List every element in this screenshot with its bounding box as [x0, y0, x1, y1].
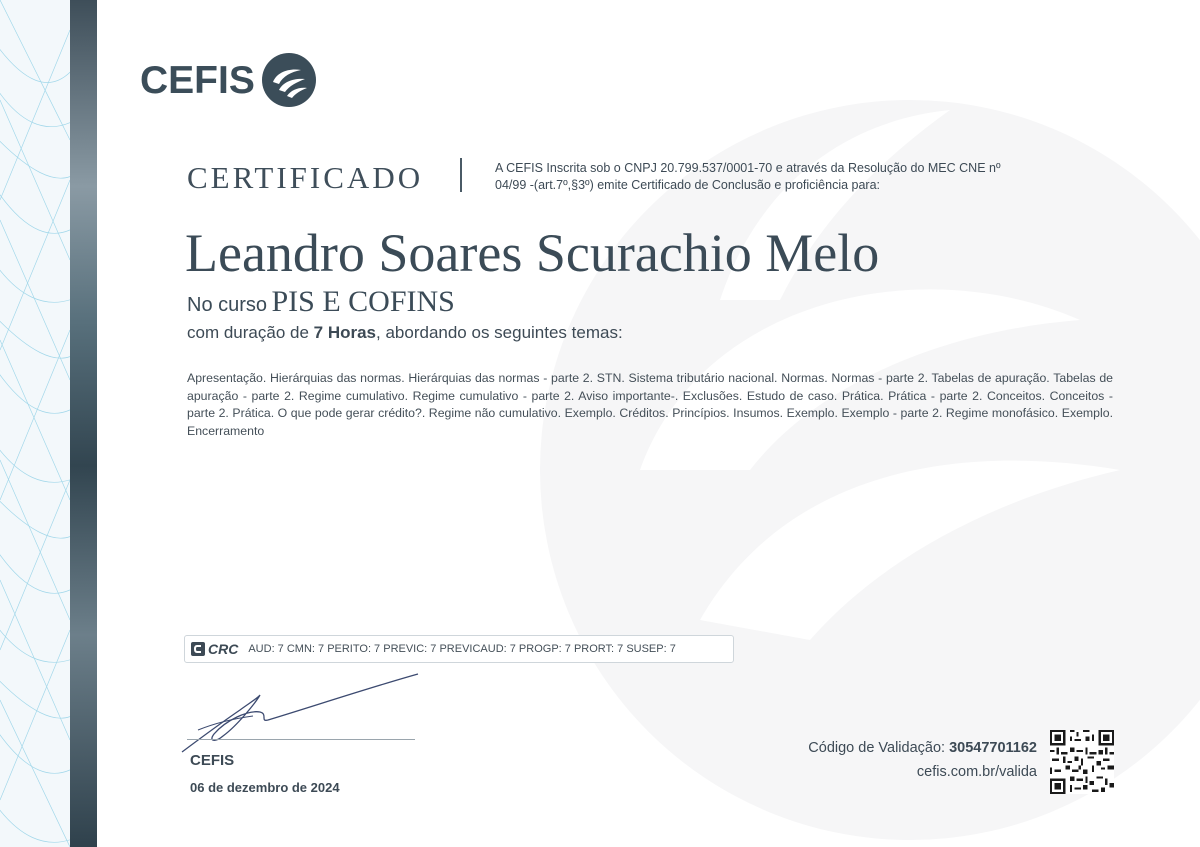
certificate-title: CERTIFICADO: [187, 160, 424, 195]
validation-label: Código de Validação:: [808, 740, 946, 756]
course-duration: 7 Horas: [313, 323, 377, 342]
signature-line: [187, 739, 415, 740]
validation-url[interactable]: cefis.com.br/valida: [916, 764, 1037, 780]
decorative-band: [70, 0, 97, 847]
course-prefix: No curso: [187, 294, 268, 316]
crc-points: AUD: 7 CMN: 7 PERITO: 7 PREVIC: 7 PREVICAUD: 7 PROGP: 7 PRORT: 7 SUSEP: 7: [248, 643, 676, 655]
validation-code: 30547701162: [949, 740, 1037, 756]
crc-logo-icon: [191, 642, 205, 656]
recipient-name: Leandro Soares Scurachio Melo: [185, 223, 880, 283]
validation-block: [808, 740, 1037, 780]
handwritten-signature: [178, 670, 423, 755]
duration-line: [187, 323, 623, 343]
decorative-pattern: [0, 0, 70, 847]
title-divider: [460, 158, 462, 192]
issue-date: 06 de dezembro de 2024: [190, 780, 340, 795]
course-name: PIS E COFINS: [271, 285, 455, 318]
course-line: [187, 285, 455, 319]
signer-name: CEFIS: [190, 752, 235, 769]
cefis-logo: [140, 52, 317, 108]
duration-prefix: com duração de: [187, 323, 309, 342]
qr-code-icon[interactable]: [1050, 730, 1114, 794]
logo-text: CEFIS: [140, 58, 255, 102]
crc-logo-text: CRC: [208, 641, 239, 657]
duration-suffix: , abordando os seguintes temas:: [376, 323, 623, 342]
crc-logo: [191, 641, 238, 657]
crc-points-box: [184, 635, 734, 663]
course-topics: Apresentação. Hierárquias das normas. Hierárquias das normas - parte 2. STN. Sistema tributário nacional. Normas. Normas - parte 2. Tabelas de apuração. Tabelas de apuração - parte 2. Regime cumulativo. Regime cumulativo - parte 2. Aviso importante-. Exclusões. Estudo de caso. Prática. Prática - parte 2. Conceitos. Conceitos - parte 2. Prática. O que pode gerar crédito?. Regime não cumulativo. Exemplo. Créditos. Princípios. Insumos. Exemplo. Exemplo - parte 2. Regime monofásico. Exemplo. Encerramento: [187, 371, 1113, 438]
issuer-statement: A CEFIS Inscrita sob o CNPJ 20.799.537/0001-70 e através da Resolução do MEC CNE nº 04/99 -(art.7º,§3º) emite Certificado de Conclusão e proficiência para:: [495, 161, 1001, 192]
cefis-emblem-icon: [261, 52, 317, 108]
validation-code-line: [808, 740, 1037, 756]
